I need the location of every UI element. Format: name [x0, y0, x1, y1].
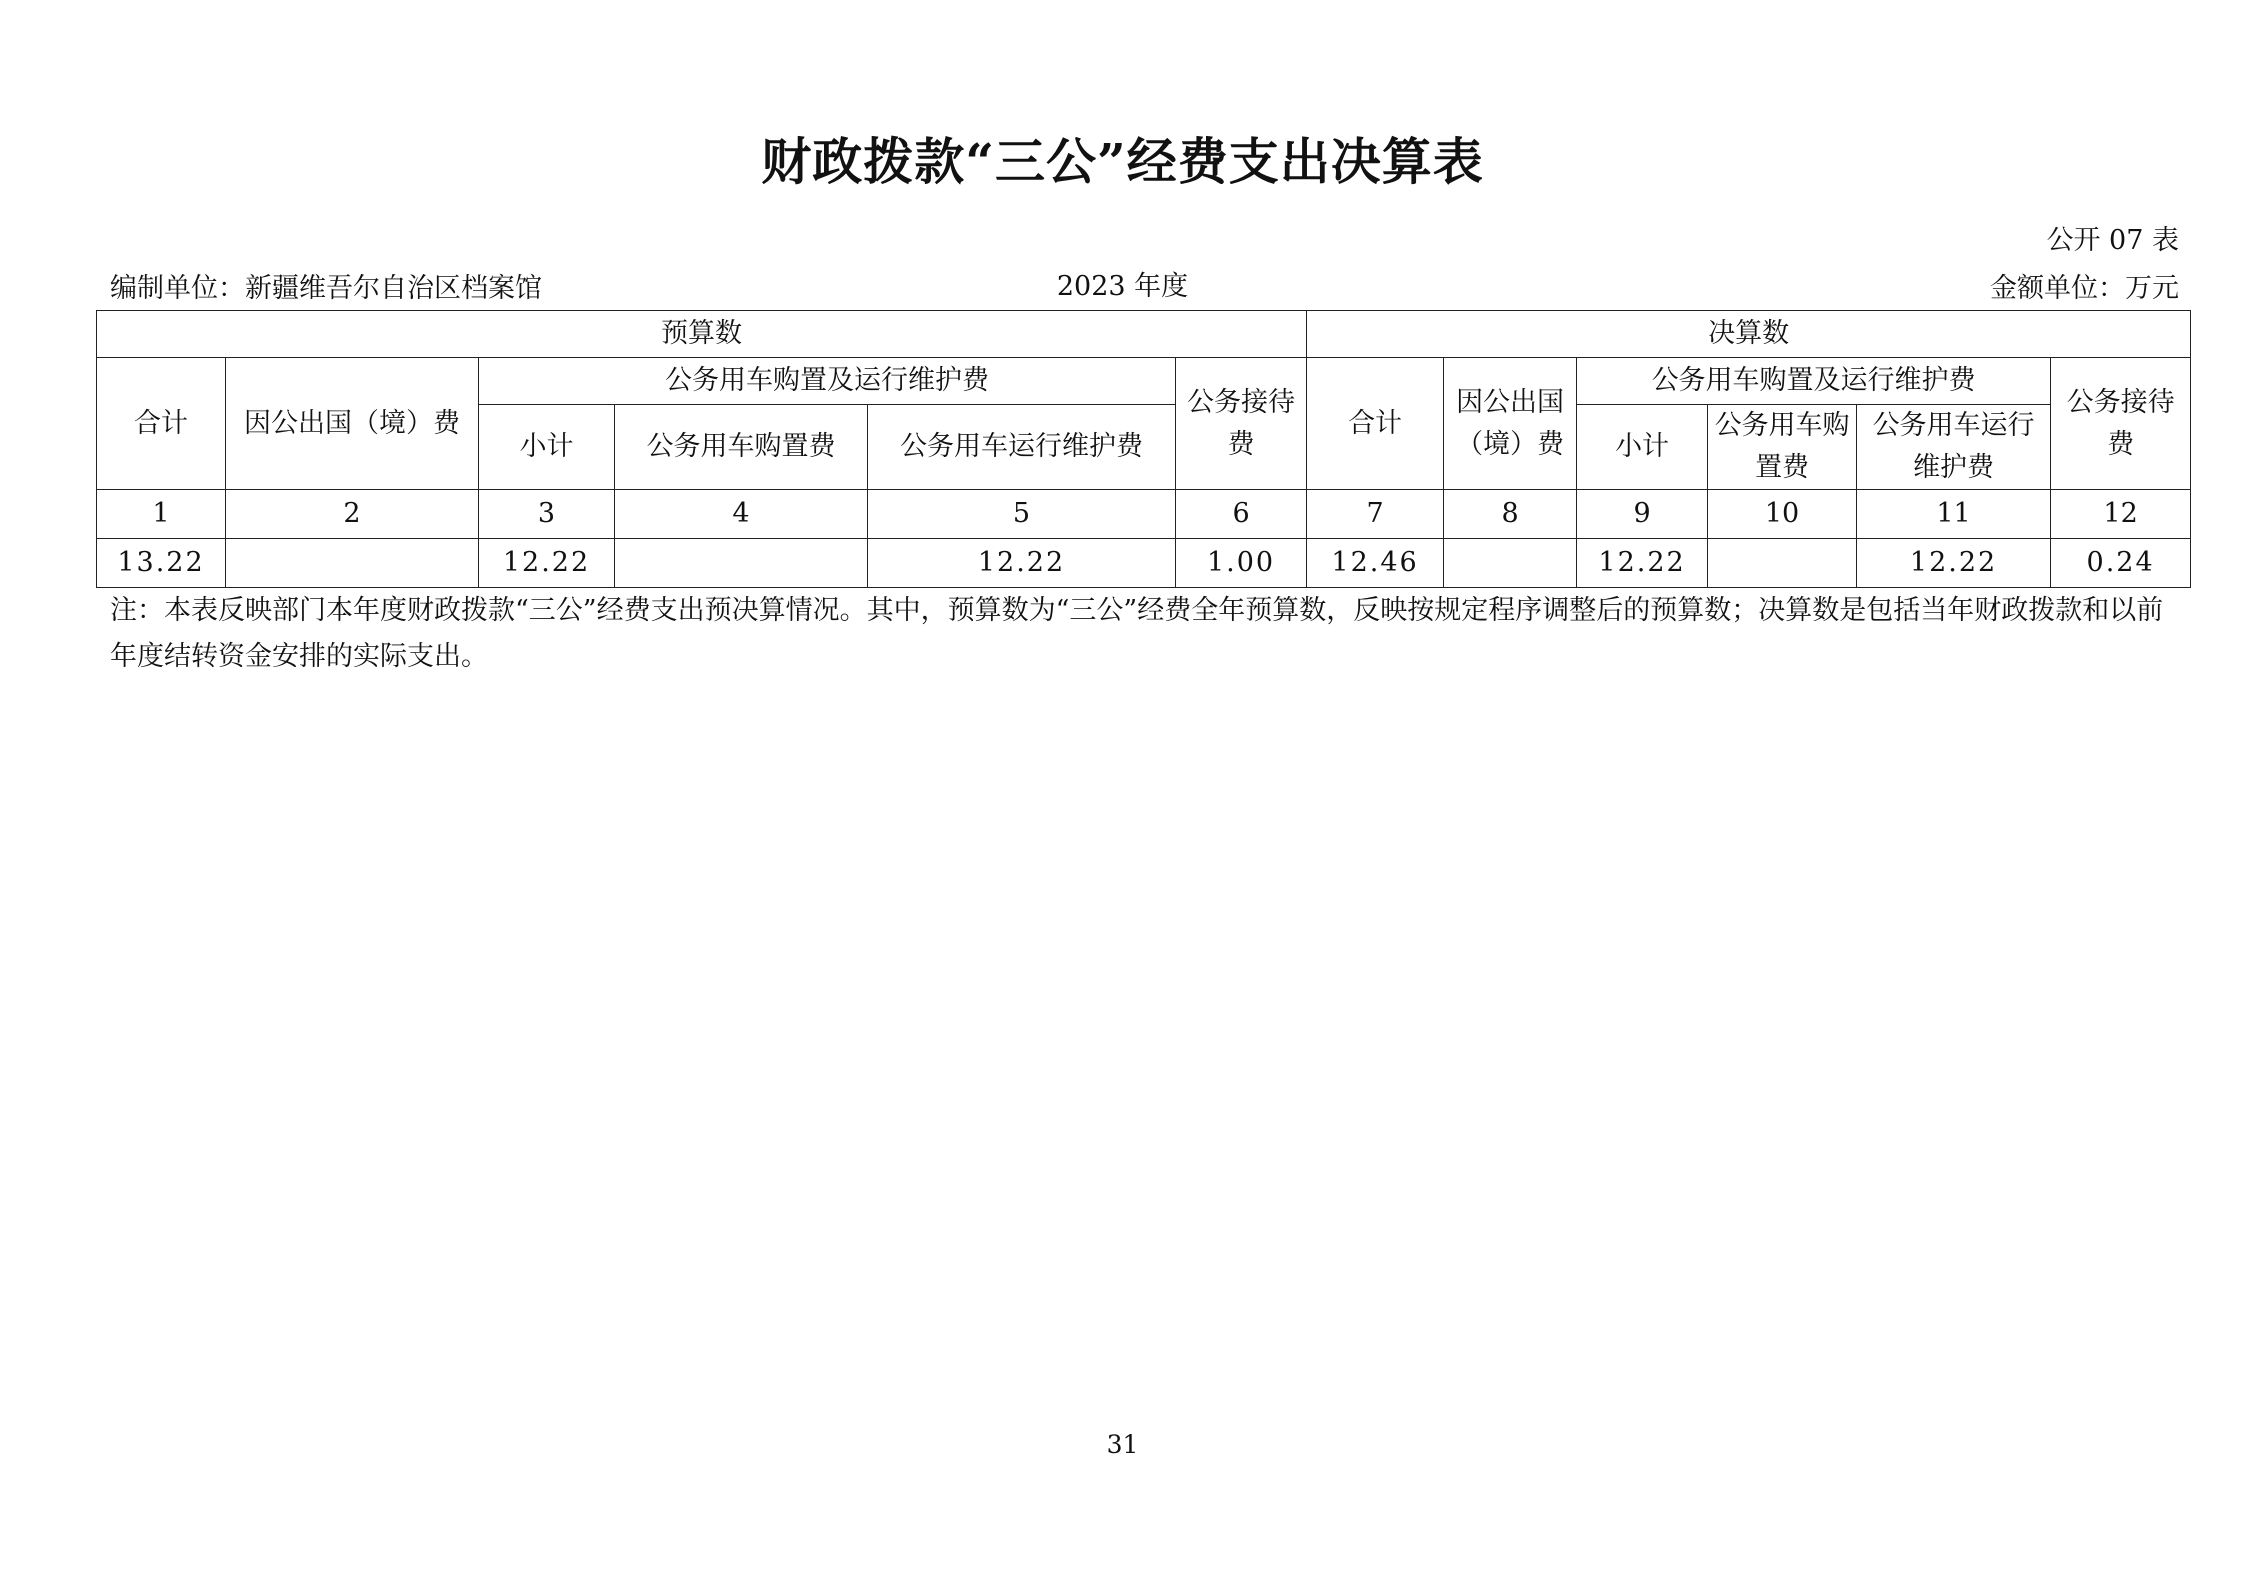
- value-cell: 12.22: [479, 539, 615, 588]
- header-final-subtotal: 小计: [1577, 405, 1708, 490]
- col-number-cell: 4: [615, 490, 868, 539]
- header-budget-reception: 公务接待费: [1176, 358, 1307, 490]
- value-cell: [226, 539, 479, 588]
- value-cell: 12.46: [1307, 539, 1444, 588]
- value-cell: 13.22: [97, 539, 226, 588]
- expense-table: [96, 310, 2191, 588]
- header-final-purchase: 公务用车购置费: [1708, 405, 1857, 490]
- column-number-row: [97, 490, 2191, 539]
- fiscal-year: 2023 年度: [1056, 271, 1189, 302]
- header-final-total: 合计: [1307, 358, 1444, 490]
- header-budget-vehicle: 公务用车购置及运行维护费: [479, 358, 1176, 405]
- header-budget-abroad: 因公出国（境）费: [226, 358, 479, 490]
- col-number-cell: 3: [479, 490, 615, 539]
- value-cell: 1.00: [1176, 539, 1307, 588]
- value-cell: [1708, 539, 1857, 588]
- value-cell: [615, 539, 868, 588]
- page-number: 31: [1106, 1430, 1139, 1459]
- values-row: [97, 539, 2191, 588]
- final-group-header: 决算数: [1307, 311, 2191, 358]
- header-final-vehicle: 公务用车购置及运行维护费: [1577, 358, 2051, 405]
- header-budget-subtotal: 小计: [479, 405, 615, 490]
- compiler-unit: 编制单位：新疆维吾尔自治区档案馆: [110, 273, 542, 304]
- value-cell: 0.24: [2051, 539, 2191, 588]
- table-note: 注：本表反映部门本年度财政拨款“三公”经费支出预决算情况。其中，预算数为“三公”经费全年预算数，反映按规定程序调整后的预算数；决算数是包括当年财政拨款和以前年度结转资金安排的实际支出。: [110, 595, 2164, 672]
- value-cell: 12.22: [1857, 539, 2051, 588]
- header-final-abroad: 因公出国（境）费: [1444, 358, 1577, 490]
- value-cell: 12.22: [868, 539, 1176, 588]
- col-number-cell: 8: [1444, 490, 1577, 539]
- col-number-cell: 10: [1708, 490, 1857, 539]
- form-number: 公开 07 表: [2046, 225, 2179, 256]
- col-number-cell: 12: [2051, 490, 2191, 539]
- budget-group-header: 预算数: [97, 311, 1307, 358]
- header-budget-total: 合计: [97, 358, 226, 490]
- page-title: 财政拨款“三公”经费支出决算表: [761, 132, 1484, 191]
- header-final-reception: 公务接待费: [2051, 358, 2191, 490]
- col-number-cell: 9: [1577, 490, 1708, 539]
- value-cell: 12.22: [1577, 539, 1708, 588]
- col-number-cell: 2: [226, 490, 479, 539]
- header-budget-maintenance: 公务用车运行维护费: [868, 405, 1176, 490]
- col-number-cell: 11: [1857, 490, 2051, 539]
- value-cell: [1444, 539, 1577, 588]
- money-unit: 金额单位：万元: [1990, 273, 2179, 304]
- header-final-maintenance: 公务用车运行维护费: [1857, 405, 2051, 490]
- header-budget-purchase: 公务用车购置费: [615, 405, 868, 490]
- col-number-cell: 5: [868, 490, 1176, 539]
- col-number-cell: 7: [1307, 490, 1444, 539]
- col-number-cell: 6: [1176, 490, 1307, 539]
- col-number-cell: 1: [97, 490, 226, 539]
